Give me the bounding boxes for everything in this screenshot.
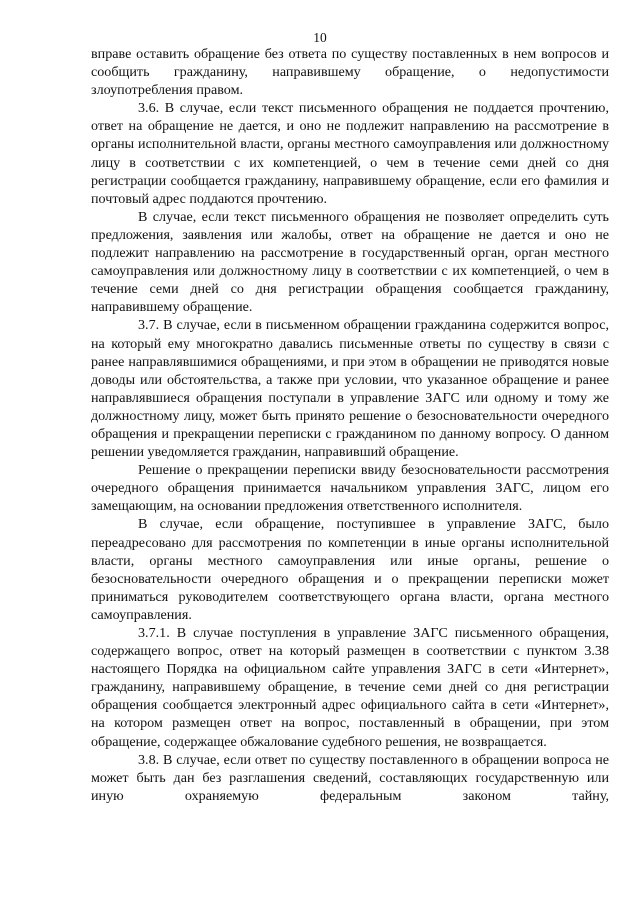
- paragraph-3-7-termination-decision: Решение о прекращении переписки ввиду безосновательности рассмотрения очередного обращения принимается начальником управления ЗАГС, лицом его замещающим, на основании предложения ответственного исполнителя.: [91, 462, 609, 515]
- paragraph-continuation: вправе оставить обращение без ответа по существу поставленных в нем вопросов и сообщить гражданину, направившему обращение, о недопустимости злоупотребления правом.: [91, 46, 609, 99]
- page-number: 10: [313, 30, 327, 45]
- paragraph-3-7: 3.7. В случае, если в письменном обращении гражданина содержится вопрос, на который ему многократно давались письменные ответы по существу в связи с ранее направлявшимися обращениями, и при этом в обращении не приводятся новые доводы или обстоятельства, а также при условии, что указанное обращение и ранее направлявшиеся обращения поступали в управление ЗАГС или одному и тому же должностному лицу, может быть принято решение о безосновательности очередного обращения и прекращении переписки с гражданином по данному вопросу. О данном решении уведомляется гражданин, направивший обращение.: [91, 317, 609, 461]
- paragraph-3-8: 3.8. В случае, если ответ по существу поставленного в обращении вопроса не может быть дан без разглашения сведений, составляющих государственную или иную охраняемую федеральным законом тайну,: [91, 751, 609, 804]
- paragraph-3-6: 3.6. В случае, если текст письменного обращения не поддается прочтению, ответ на обращение не дается, и оно не подлежит направлению на рассмотрение в органы исполнительной власти, органы местного самоуправления или должностному лицу в соответствии с их компетенцией, о чем в течение семи дней со дня регистрации сообщается гражданину, направившему обращение, если его фамилия и почтовый адрес поддаются прочтению.: [91, 100, 609, 207]
- paragraph-3-7-1: 3.7.1. В случае поступления в управление ЗАГС письменного обращения, содержащего вопрос, ответ на который размещен в соответствии с пунктом 3.38 настоящего Порядка на официальном сайте управления ЗАГС в сети «Интернет», гражданину, направившему обращение, в течение семи дней со дня регистрации обращения сообщается электронный адрес официального сайта в сети «Интернет», на котором размещен ответ на вопрос, поставленный в обращении, при этом обращение, содержащее обжалование судебного решения, не возвращается.: [91, 625, 609, 750]
- document-body: [91, 45, 609, 805]
- paragraph-3-7-redirected: В случае, если обращение, поступившее в управление ЗАГС, было переадресовано для рассмотрения по компетенции в иные органы исполнительной власти, органы местного самоуправления или иные органы, решение о безосновательности очередного обращения и о прекращении переписки может приниматься руководителем соответствующего органа власти, органа местного самоуправления.: [91, 516, 609, 623]
- paragraph-3-6-unreadable-meaning: В случае, если текст письменного обращения не позволяет определить суть предложения, заявления или жалобы, ответ на обращение не дается и оно не подлежит направлению на рассмотрение в государственный орган, орган местного самоуправления или должностному лицу в соответствии с их компетенцией, о чем в течение семи дней со дня регистрации обращения сообщается гражданину, направившему обращение.: [91, 208, 609, 316]
